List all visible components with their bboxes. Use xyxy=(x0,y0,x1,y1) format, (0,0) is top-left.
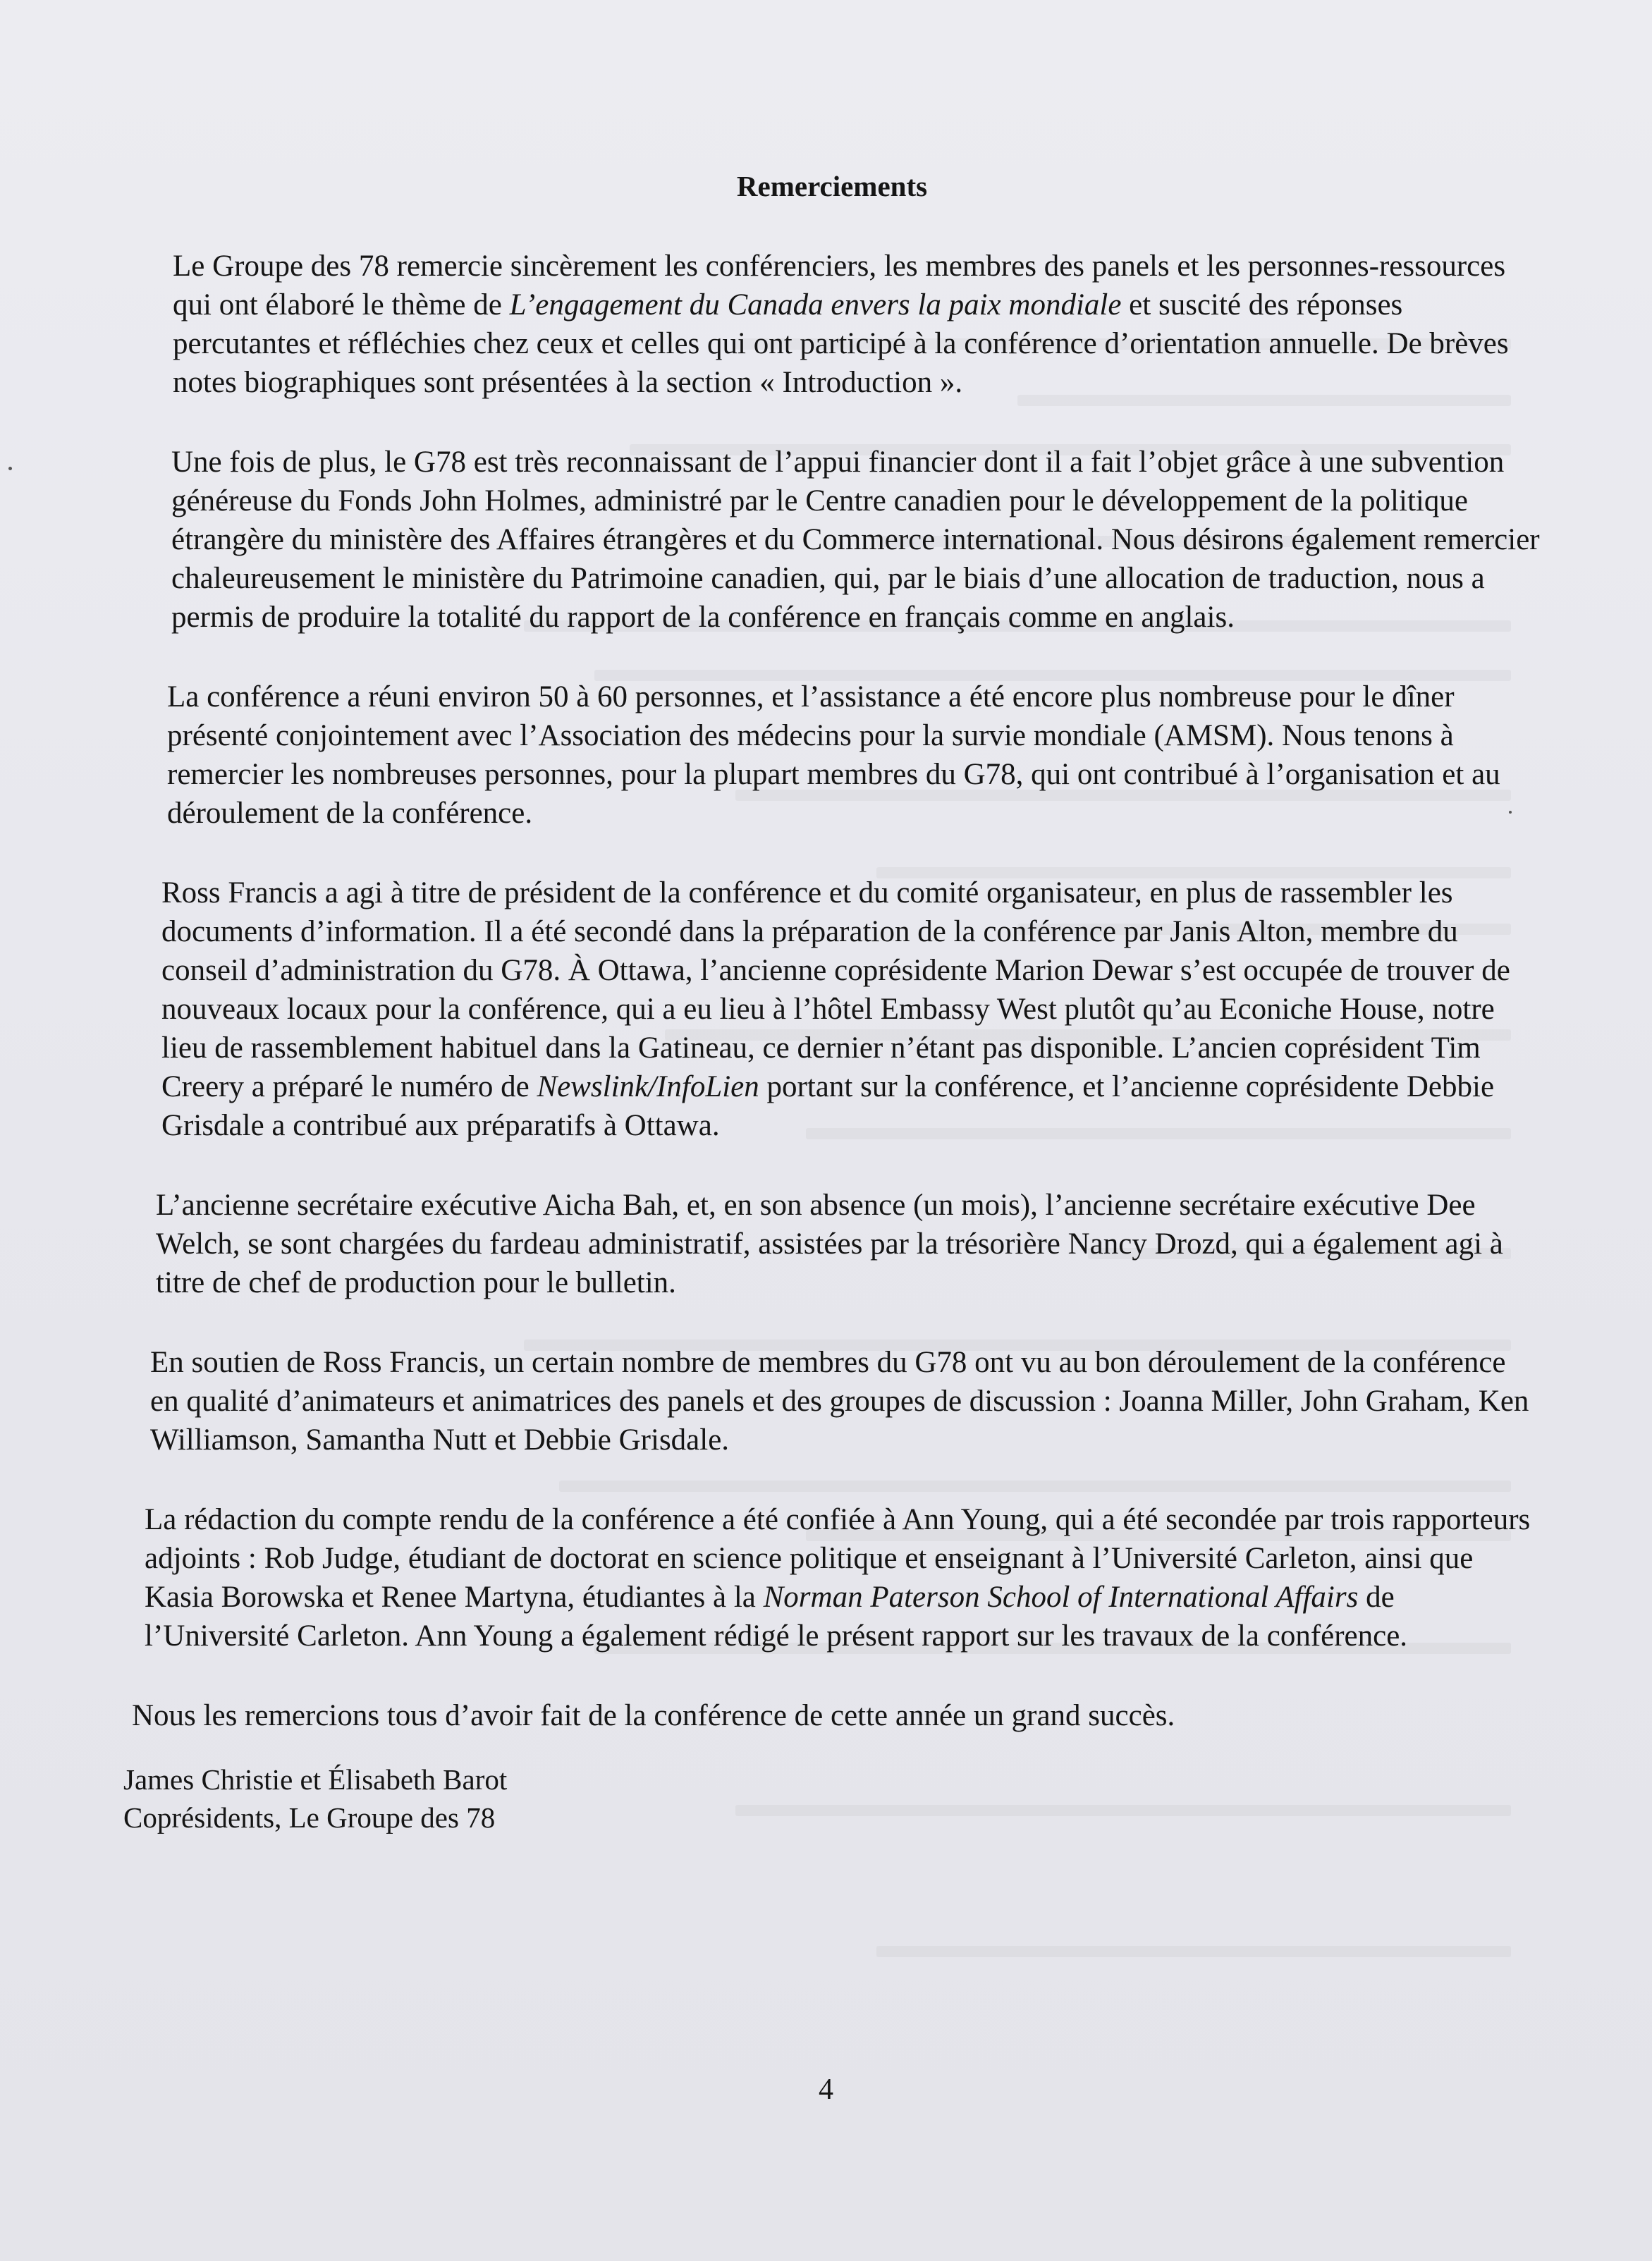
paragraph xyxy=(123,874,1541,1145)
paragraph-text: et suscité des réponses percutantes et réfléchies chez ceux et celles qui ont participé à la conférence d’orientation annuelle. De brèves notes biographiques sont présentées à la section « Introduction ». xyxy=(173,288,1509,399)
paragraph xyxy=(123,1186,1541,1302)
paragraph-text: Ross Francis a agi à titre de président de la conférence et du comité organisateur, en plus de rassembler les documents d’information. Il a été secondé dans la préparation de la conférence par Janis Alton, membre du conseil d’administration du G78. À Ottawa, l’ancienne coprésidente Marion Dewar s’est occupée de trouver de nouveaux locaux pour la conférence, qui a eu lieu à l’hôtel Embassy West plutôt qu’au Econiche House, notre lieu de rassemblement habituel dans la Gatineau, ce dernier n’étant pas disponible. L’ancien coprésident Tim Creery a préparé le numéro de xyxy=(161,876,1510,1103)
paragraph-italic-text: L’engagement du Canada envers la paix mondiale xyxy=(509,288,1122,321)
scan-speck xyxy=(8,467,12,470)
paragraph xyxy=(123,443,1541,637)
paragraph xyxy=(123,1343,1541,1459)
paragraph xyxy=(123,1500,1541,1655)
paragraph xyxy=(123,247,1541,402)
paragraph-text: La rédaction du compte rendu de la conférence a été confiée à Ann Young, qui a été secondée par trois rapporteurs adjoints : Rob Judge, étudiant de doctorat en science politique et enseignant à l’Université Carleton, ainsi que Kasia Borowska et Renee Martyna, étudiantes à la xyxy=(145,1503,1531,1614)
paragraph-text: La conférence a réuni environ 50 à 60 personnes, et l’assistance a été encore plus nombreuse pour le dîner présenté conjointement avec l’Association des médecins pour la survie mondiale (AMSM). Nous tenons à remercier les nombreuses personnes, pour la plupart membres du G78, qui ont contribué à l’organisation et au déroulement de la conférence. xyxy=(167,680,1500,830)
paragraph-text: de l’Université Carleton. Ann Young a également rédigé le présent rapport sur les travaux de la conférence. xyxy=(145,1581,1408,1653)
paragraph-text: Le Groupe des 78 remercie sincèrement les conférenciers, les membres des panels et les personnes-ressources qui ont élaboré le thème de xyxy=(173,250,1506,321)
signature-names: James Christie et Élisabeth Barot xyxy=(123,1763,508,1796)
closing-line: Nous les remercions tous d’avoir fait de la conférence de cette année un grand succès. xyxy=(132,1699,1175,1732)
page-number: 4 xyxy=(819,2073,833,2106)
paragraph-text: En soutien de Ross Francis, un certain nombre de membres du G78 ont vu au bon déroulement de la conférence en qualité d’animateurs et animatrices des panels et des groupes de discussion : Joanna Miller, John Graham, Ken Williamson, Samantha Nutt et Debbie Grisdale. xyxy=(150,1346,1529,1457)
paragraph-text: portant sur la conférence, et l’ancienne coprésidente Debbie Grisdale a contribué aux préparatifs à Ottawa. xyxy=(161,1070,1495,1142)
paragraph-italic-text: Newslink/InfoLien xyxy=(537,1070,759,1103)
document-body xyxy=(123,169,1541,1837)
paragraph-text: Une fois de plus, le G78 est très reconnaissant de l’appui financier dont il a fait l’objet grâce à une subvention généreuse du Fonds John Holmes, administré par le Centre canadien pour le développement de la politique étrangère du ministère des Affaires étrangères et du Commerce international. Nous désirons également remercier chaleureusement le ministère du Patrimoine canadien, qui, par le biais d’une allocation de traduction, nous a permis de produire la totalité du rapport de la conférence en français comme en anglais. xyxy=(171,446,1540,634)
paragraph xyxy=(123,678,1541,833)
paragraph-italic-text: Norman Paterson School of International Affairs xyxy=(763,1581,1359,1614)
page-title: Remerciements xyxy=(736,170,928,202)
signature-role: Coprésidents, Le Groupe des 78 xyxy=(123,1801,496,1834)
paragraph-text: L’ancienne secrétaire exécutive Aicha Bah, et, en son absence (un mois), l’ancienne secrétaire exécutive Dee Welch, se sont chargées du fardeau administratif, assistées par la trésorière Nancy Drozd, qui a également agi à titre de chef de production pour le bulletin. xyxy=(156,1189,1503,1299)
signature-block xyxy=(123,1760,1541,1837)
